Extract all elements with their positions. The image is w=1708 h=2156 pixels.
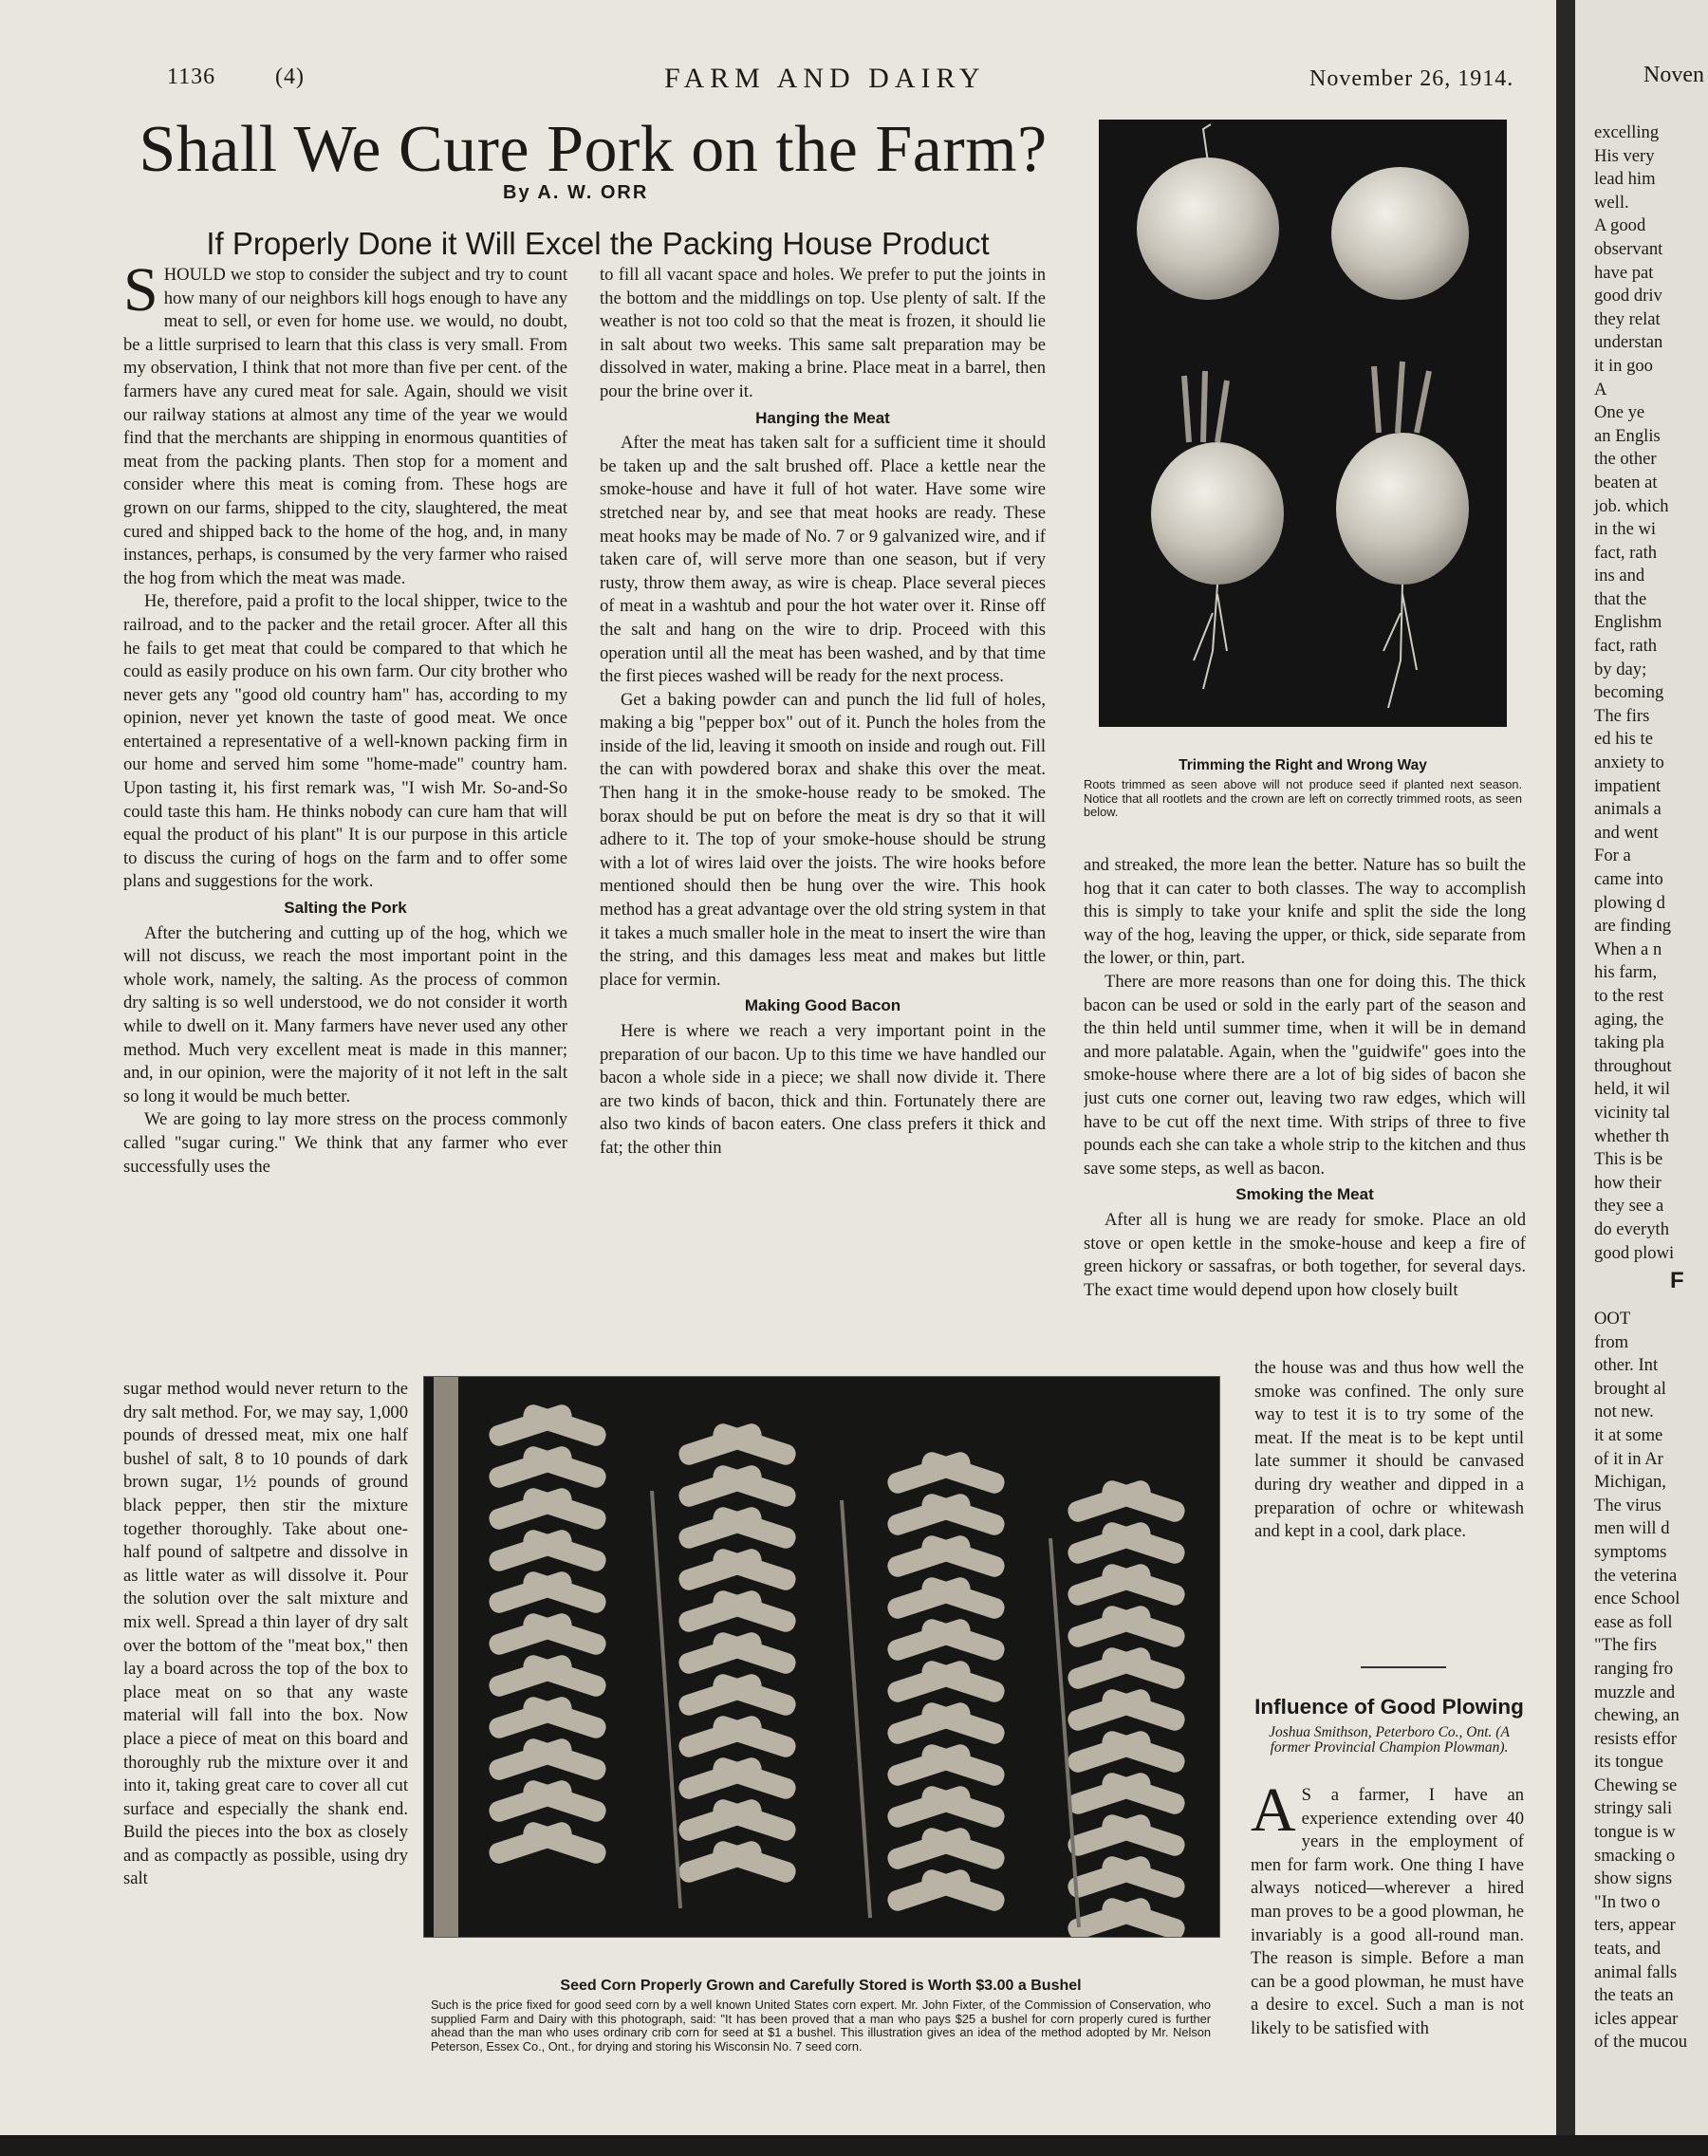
- turnip-photo: [1099, 120, 1507, 727]
- next-page-line: stringy sali: [1594, 1798, 1673, 1819]
- next-page-line: observant: [1594, 238, 1663, 259]
- section-heading-hanging: Hanging the Meat: [755, 408, 890, 427]
- next-page-line: good driv: [1594, 286, 1662, 307]
- next-page-line: held, it wil: [1594, 1079, 1671, 1100]
- next-page-line: ence School: [1594, 1589, 1680, 1609]
- next-page-line: are finding: [1594, 916, 1672, 937]
- next-page-line: whether th: [1594, 1125, 1669, 1146]
- paragraph: Here is where we reach a very important point in the preparation of our bacon. Up to this time we have handled our bacon a whole side in a piece; we shall now divide it. There are two kinds of bacon, thick and thin. Fortunately there are also two kinds of bacon eaters. One class prefers it thick and fat; the other thin: [600, 1021, 1046, 1158]
- next-page-line: fact, rath: [1594, 542, 1658, 563]
- next-page-line: Michigan,: [1594, 1472, 1666, 1493]
- next-page-line: symptoms: [1594, 1541, 1667, 1562]
- column-2: [600, 264, 1046, 1365]
- next-page-line: A good: [1594, 215, 1646, 236]
- next-page-line: well.: [1594, 192, 1629, 213]
- next-page-line: "The firs: [1594, 1635, 1657, 1656]
- next-page-line: A: [1594, 379, 1607, 400]
- next-page-line: do everyth: [1594, 1218, 1669, 1239]
- turnip-caption-text: Roots trimmed as seen above will not produce seed if planted next season. Notice that all rootlets and the crown are left on correctly trimmed roots, as seen below.: [1084, 777, 1522, 819]
- next-page-line: excelling: [1594, 122, 1660, 142]
- next-page-line: brought al: [1594, 1378, 1666, 1399]
- next-page-line: good plowi: [1594, 1242, 1675, 1263]
- next-page-line: his farm,: [1594, 962, 1658, 983]
- next-page-line: ed his te: [1594, 729, 1653, 750]
- paragraph: After the meat has taken salt for a sufficient time it should be taken up and the salt brushed off. Place a kettle near the smoke-house and have it full of hot water. Have some wire stretched near by, and see that meat hooks are ready. These meat hooks may be made of No. 7 or 9 galvanized wire, and if taken care of, will serve more than one season, but if very rusty, throw them away, as wire is cheap. Place several pieces of meat in a washtub and pour the hot water over it. Rinse off the salt and hang on the wire to drip. Proceed with this operation until all the meat has been washed, and by that time the first pieces washed will be ready for the next process.: [600, 433, 1046, 687]
- next-page-line: its tongue: [1594, 1752, 1663, 1773]
- next-page-line: ranging fro: [1594, 1658, 1674, 1679]
- next-page-line: This is be: [1594, 1149, 1663, 1170]
- publication-name: FARM AND DAIRY: [664, 63, 986, 94]
- next-page-line: have pat: [1594, 262, 1654, 283]
- page-number: 1136: [167, 65, 216, 89]
- next-page-line: it in goo: [1594, 355, 1653, 376]
- drop-cap: S: [123, 264, 158, 325]
- scan-edge: [0, 2135, 1708, 2156]
- next-page-line: by day;: [1594, 659, 1647, 679]
- next-page-line: muzzle and: [1594, 1682, 1676, 1702]
- turnip-caption-title: Trimming the Right and Wrong Way: [1179, 757, 1427, 773]
- paragraph: to fill all vacant space and holes. We prefer to put the joints in the bottom and the middlings on top. Use plenty of salt. If the weather is not too cold so that the meat is frozen, it should lie in salt about two weeks. This same salt preparation may be dissolved in water, making a brine. Place meat in a barrel, then pour the brine over it.: [600, 265, 1046, 401]
- article-subtitle: If Properly Done it Will Excel the Packing House Product: [206, 226, 990, 261]
- next-page-line: not new.: [1594, 1402, 1654, 1422]
- next-page-line: beaten at: [1594, 472, 1658, 493]
- sidebar-author: Joshua Smithson, Peterboro Co., Ont. (A former Provincial Champion Plowman).: [1269, 1724, 1510, 1756]
- sidebar-body: [1251, 1784, 1524, 2126]
- next-page-line: understan: [1594, 332, 1663, 353]
- next-page-line: show signs: [1594, 1868, 1673, 1889]
- divider: [1361, 1666, 1446, 1668]
- byline: By A. W. ORR: [503, 182, 649, 203]
- next-page-line: OOT: [1594, 1309, 1631, 1329]
- column-1: [123, 264, 567, 1374]
- next-page-line: chewing, an: [1594, 1705, 1680, 1726]
- page-gutter: [1556, 0, 1575, 2156]
- next-page-section-letter: F: [1670, 1268, 1684, 1293]
- next-page-line: an Englis: [1594, 425, 1661, 446]
- next-page-fragment: [1575, 0, 1708, 2156]
- next-page-column: [1594, 1308, 1687, 2054]
- sidebar-text: S a farmer, I have an experience extending over 40 years in the employment of men for farm work. One thing I have always noticed—wherever a hired man proves to be a good plowman, he invariably is a good all-round man. The reason is simple. Before a man can be a good plowman, he must have a desire to excel. Such a man is not likely to be satisfied with: [1251, 1785, 1524, 2038]
- next-page-header: Noven: [1643, 63, 1704, 87]
- issue-date: November 26, 1914.: [1309, 66, 1514, 91]
- next-page-line: other. Int: [1594, 1355, 1659, 1376]
- paragraph: Get a baking powder can and punch the lid full of holes, making a big "pepper box" out of it. Punch the holes from the inside of the lid, leaving it smooth on inside and rough out. Fill the can with powdered borax and shake this over the meat. Then hang it in the smoke-house ready to be smoked. The borax should be put on before the meat is dry so that it will adhere to it. The top of your smoke-house should be strung with a lot of wires laid over the joists. The wire hooks before mentioned should then be hung over the wire. This hook method has a great advantage over the old string system in that it takes a much smaller hole in the meat to insert the wire than the string, and this damages less meat and makes but little place for vermin.: [600, 689, 1046, 990]
- column-3: [1084, 854, 1526, 1348]
- column-3-continued: [1254, 1357, 1524, 1699]
- next-page-line: icles appear: [1594, 2008, 1679, 2029]
- first-paragraph: SHOULD we stop to consider the subject and try to count how many of our neighbors kill hogs enough to have any meat to sell, or even for home use. we would, no doubt, be a little surprised to learn that this class is very small. From my observation, I think that not more than five per cent. of the farmers have any cured meat for sale. Again, should we visit our railway stations at almost any time of the year we would find that the merchants are shipping in enormous quantities of meat from the packing plants. Then stop for a moment and consider where this meat is coming from. These hogs are grown on our farms, shipped to the city, slaughtered, the meat cured and shipped back to the home of the hog, and, in many instances, perhaps, is consumed by the very farmer who raised the hog from which the meat was made.: [123, 264, 567, 588]
- corn-racks-illustration: [424, 1377, 1219, 1937]
- next-page-line: they see a: [1594, 1196, 1664, 1217]
- next-page-line: The firs: [1594, 705, 1650, 726]
- next-page-line: and went: [1594, 822, 1659, 843]
- next-page-line: in the wi: [1594, 519, 1657, 540]
- article-title: Shall We Cure Pork on the Farm?: [139, 113, 1048, 186]
- next-page-line: One ye: [1594, 402, 1645, 423]
- next-page-line: how their: [1594, 1172, 1662, 1193]
- next-page-line: becoming: [1594, 682, 1664, 703]
- next-page-line: resists effor: [1594, 1728, 1677, 1749]
- next-page-line: the teats an: [1594, 1985, 1674, 2006]
- rootlets-illustration: [1099, 120, 1507, 727]
- next-page-line: plowing d: [1594, 892, 1665, 913]
- next-page-line: that the: [1594, 588, 1647, 609]
- section-heading-smoking: Smoking the Meat: [1235, 1185, 1374, 1204]
- sidebar-title: Influence of Good Plowing: [1254, 1695, 1524, 1719]
- next-page-line: When a n: [1594, 939, 1662, 959]
- paragraph: After all is hung we are ready for smoke. Place an old stove or open kettle in the smoke-house and keep a fire of green hickory or sassafras, or both together, for several days. The exact time would depend upon how closely built: [1084, 1209, 1526, 1300]
- next-page-line: from: [1594, 1331, 1629, 1352]
- next-page-line: vicinity tal: [1594, 1102, 1671, 1123]
- paragraph: After the butchering and cutting up of the hog, which we will not discuss, we reach the most important point in the whole work, namely, the salting. As the process of common dry salting is so well understood, we do not consider it worth while to dwell on it. Many farmers have never used any other method. Much very excellent meat is made in this manner; and, in our opinion, were the majority of it not left in the salt so long it would be much better.: [123, 922, 567, 1106]
- next-page-line: taking pla: [1594, 1032, 1664, 1053]
- paragraph: and streaked, the more lean the better. Nature has so built the hog that it can cater to both classes. The way to accomplish this is simply to take your knife and split the side the long way of the hog, leaving the upper, or thick, side separate from the lower, or thin, part.: [1084, 855, 1526, 969]
- corn-caption-title: Seed Corn Properly Grown and Carefully Stored is Worth $3.00 a Bushel: [560, 1978, 1082, 1994]
- next-page-line: His very: [1594, 145, 1655, 166]
- paragraph: There are more reasons than one for doing this. The thick bacon can be used or sold in the early part of the season and the thin held until summer time, when it will be in demand and more palatable. Again, when the "guidwife" goes into the smoke-house where there are a lot of big sides of bacon she just cuts one corner out, leaving two raw edges, which will have to be cut off the next time. With strips of three to five pounds each she can take a whole strip to the kitchen and thus save some steps, as well as bacon.: [1084, 971, 1526, 1179]
- drop-cap: A: [1251, 1784, 1296, 1845]
- next-page-line: Chewing se: [1594, 1775, 1678, 1795]
- next-page-line: the veterina: [1594, 1565, 1678, 1586]
- section-heading-salting: Salting the Pork: [284, 899, 407, 918]
- next-page-line: it at some: [1594, 1424, 1663, 1445]
- next-page-line: ins and: [1594, 566, 1645, 586]
- next-page-line: fact, rath: [1594, 636, 1658, 657]
- next-page-line: of it in Ar: [1594, 1448, 1663, 1469]
- section-heading-bacon: Making Good Bacon: [744, 996, 901, 1015]
- next-page-line: "In two o: [1594, 1891, 1661, 1912]
- next-page-line: men will d: [1594, 1518, 1670, 1539]
- paragraph: We are going to lay more stress on the process commonly called "sugar curing." We think that any farmer who ever successfully uses the: [123, 1109, 567, 1177]
- next-page-line: of the mucou: [1594, 2032, 1688, 2053]
- column-1-continued: [123, 1378, 408, 2128]
- next-page-line: animals a: [1594, 799, 1662, 820]
- next-page-line: to the rest: [1594, 985, 1664, 1006]
- next-page-line: anxiety to: [1594, 753, 1664, 773]
- next-page-line: aging, the: [1594, 1009, 1664, 1030]
- paragraph-continued: the house was and thus how well the smoke was confined. The only sure way to test it is to try some of the meat. If the meat is to be kept until late summer it should be canvased during dry weather and dipped in a preparation of ochre or whitewash and kept in a cool, dark place.: [1254, 1358, 1524, 1542]
- next-page-column: [1594, 121, 1674, 1265]
- paragraph-continued: sugar method would never return to the dry salt method. For, we may say, 1,000 pounds of dressed meat, mix one half bushel of salt, 8 to 10 pounds of dark brown sugar, 1½ pounds of ground black pepper, then stir the mixture together thoroughly. Take about one-half pound of saltpetre and dissolve in as little water as will dissolve it. Pour the solution over the salt mixture and mix well. Spread a thin layer of dry salt over the bottom of the "meat box," then lay a board across the top of the box to place meat on so that any waste material will fall into the box. Now place a piece of meat on this board and thoroughly rub the mixture over it and into it, taking great care to cover all cut surface and especially the shank end. Build the pieces into the box as closely and as compactly as possible, using dry salt: [123, 1379, 408, 1889]
- next-page-line: the other: [1594, 449, 1657, 470]
- paragraph: He, therefore, paid a profit to the local shipper, twice to the railroad, and to the packer and the retail grocer. After all this he fails to get meat that could be compared to that which he could as easily produce on his own farm. Our city brother who never gets any "good old country ham" has, according to my opinion, never yet known the taste of good meat. We once entertained a representative of a well-known packing firm in our home and served him some "home-made" country ham. Upon tasting it, his first remark was, "I wish Mr. So-and-So could taste this ham. He thinks nobody can cure ham that will equal the product of his plant" It is our purpose in this article to discuss the curing of hogs on the farm and to offer some plans and suggestions for the work.: [123, 591, 567, 892]
- next-page-line: job. which: [1594, 495, 1669, 516]
- seed-corn-photo: [423, 1376, 1220, 1938]
- next-page-line: came into: [1594, 869, 1663, 889]
- next-page-line: For a: [1594, 846, 1631, 866]
- next-page-line: The virus: [1594, 1495, 1662, 1515]
- next-page-line: Englishm: [1594, 612, 1662, 633]
- next-page-line: smacking o: [1594, 1845, 1676, 1866]
- next-page-line: ters, appear: [1594, 1915, 1676, 1936]
- section-number: (4): [275, 65, 305, 89]
- next-page-line: tongue is w: [1594, 1822, 1676, 1843]
- next-page-line: impatient: [1594, 775, 1662, 796]
- next-page-line: animal falls: [1594, 1961, 1678, 1982]
- corn-caption-text: Such is the price fixed for good seed corn by a well known United States corn expert. Mr. John Fixter, of the Commission of Conservation, who supplied Farm and Dairy with this photograph, said: "It has been proved that a man who pays $25 a bushel for corn properly cured is further ahead than the man who uses ordinary crib corn for seed at $1 a bushel. This illustration gives an idea of the method adopted by Mr. Nelson Peterson, Essex Co., Ont., for drying and storing his Wisconsin No. 7 seed corn.: [431, 1998, 1211, 2054]
- next-page-line: teats, and: [1594, 1939, 1662, 1960]
- next-page-line: ease as foll: [1594, 1611, 1673, 1632]
- next-page-line: they relat: [1594, 308, 1661, 329]
- next-page-line: lead him: [1594, 169, 1656, 190]
- next-page-line: throughout: [1594, 1055, 1672, 1076]
